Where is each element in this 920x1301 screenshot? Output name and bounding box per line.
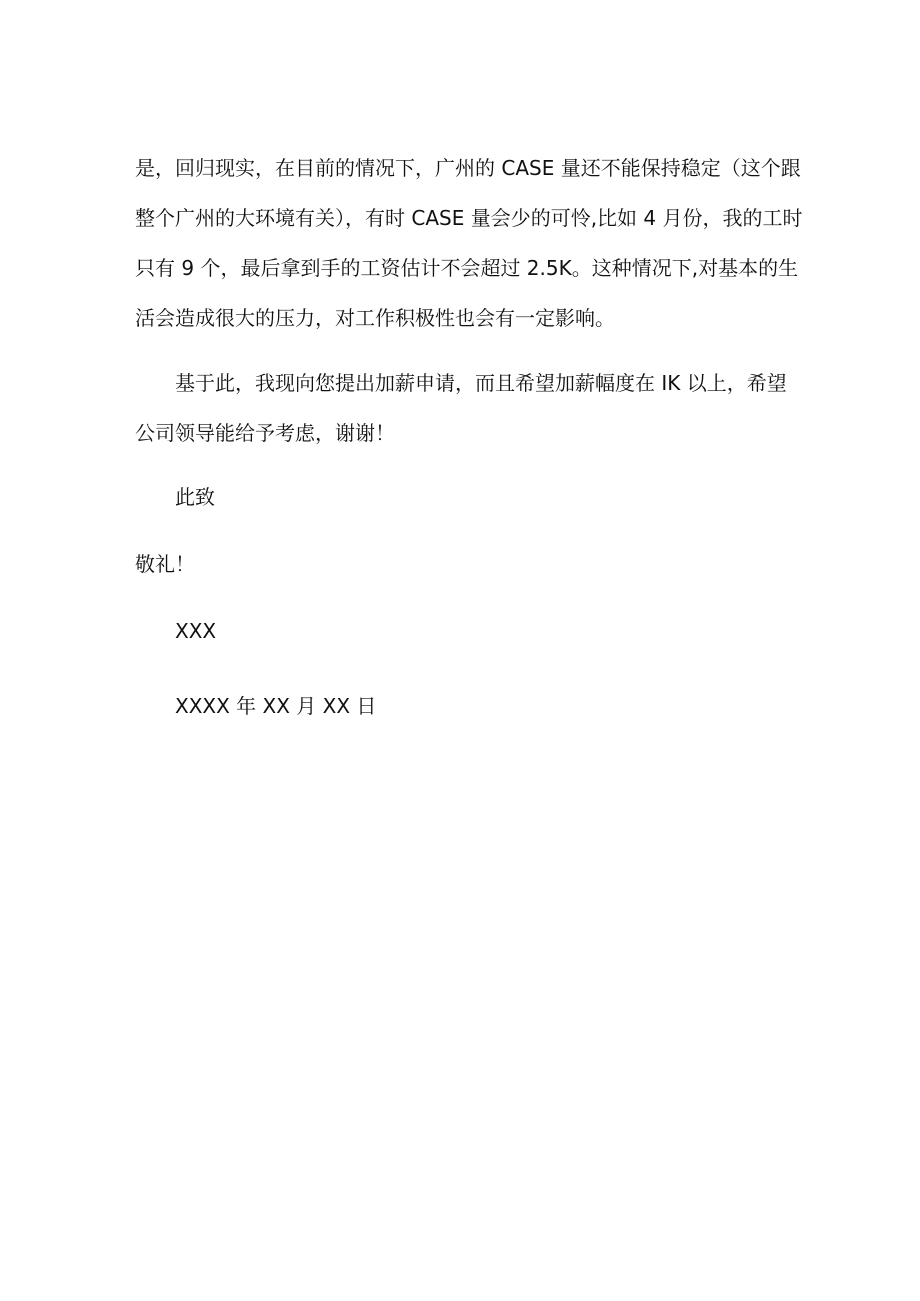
body-paragraph-2 xyxy=(135,358,787,458)
text-line: 公司领导能给予考虑，谢谢！ xyxy=(135,421,395,445)
signer-name: XXX xyxy=(175,619,217,643)
text-line: 是，回归现实，在目前的情况下，广州的 CASE 量还不能保持稳定（这个跟 xyxy=(135,156,801,180)
closing-phrase: 此致 xyxy=(175,485,215,509)
body-paragraph-1 xyxy=(135,143,803,343)
text-line-content: 基于此，我现向您提出加薪申请，而且希望加薪幅度在 IK 以上，希望 xyxy=(175,371,787,395)
text-line: 只有 9 个，最后拿到手的工资估计不会超过 2.5K。这种情况下,对基本的生 xyxy=(135,256,799,280)
signature-date: XXXX 年 XX 月 XX 日 xyxy=(175,694,377,718)
text-line: 活会造成很大的压力，对工作积极性也会有一定影响。 xyxy=(135,306,615,330)
text-line-indented xyxy=(135,358,787,408)
text-line: 整个广州的大环境有关），有时 CASE 量会少的可怜,比如 4 月份，我的工时 xyxy=(135,206,803,230)
closing-salute: 敬礼！ xyxy=(135,552,195,576)
